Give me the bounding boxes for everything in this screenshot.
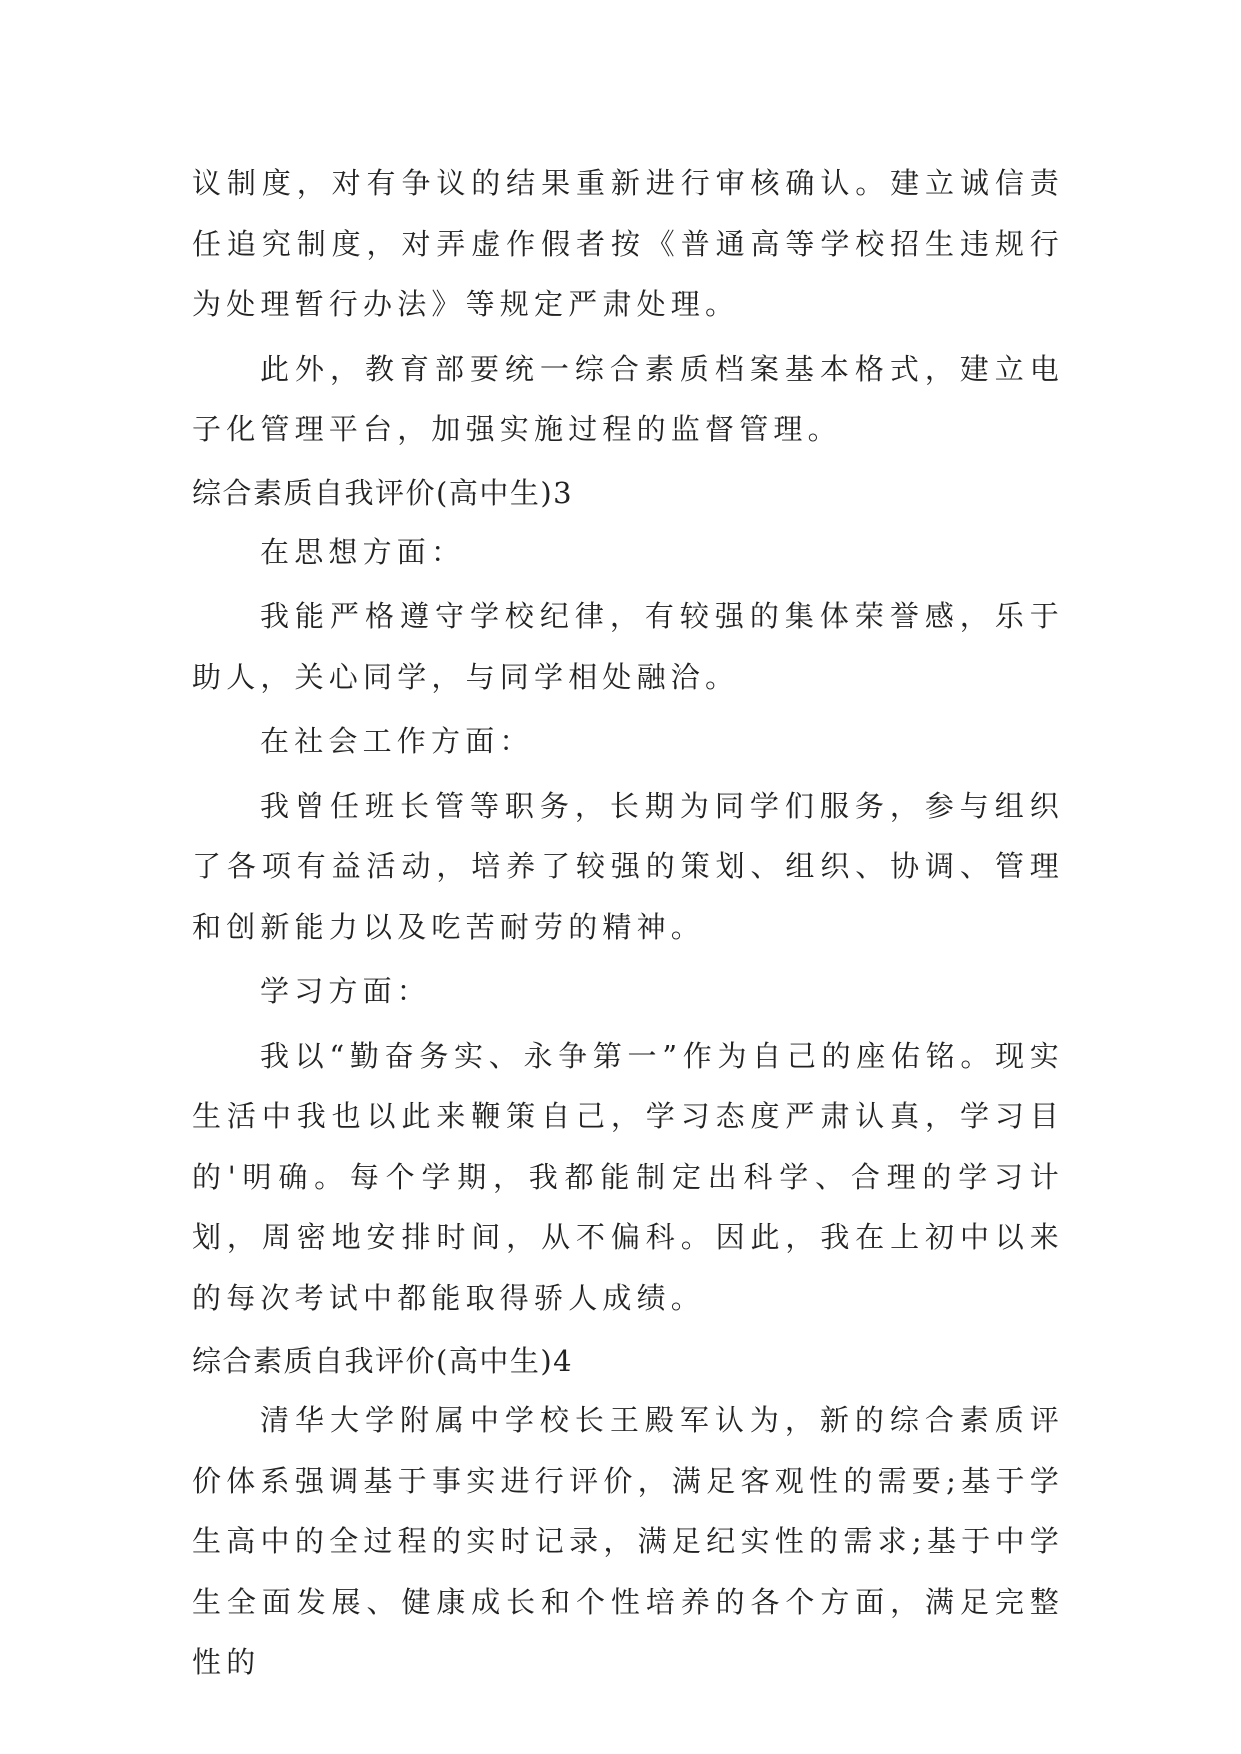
subheading-thought: 在思想方面： bbox=[260, 534, 466, 569]
paragraph-electronic-platform: 此外，教育部要统一综合素质档案基本格式，建立电子化管理平台，加强实施过程的监督管理。 bbox=[192, 351, 1064, 446]
section-heading-4: 综合素质自我评价(高中生)4 bbox=[192, 1344, 574, 1378]
paragraph-social-work: 我曾任班长管等职务，长期为同学们服务，参与组织了各项有益活动，培养了较强的策划、组织、协调、管理和创新能力以及吃苦耐劳的精神。 bbox=[192, 788, 1064, 944]
subheading-social-work: 在社会工作方面： bbox=[260, 724, 534, 758]
paragraph-thought: 我能严格遵守学校纪律，有较强的集体荣誉感，乐于助人，关心同学，与同学相处融洽。 bbox=[192, 599, 1064, 694]
subheading-study: 学习方面： bbox=[260, 974, 432, 1008]
paragraph-study: 我以“勤奋务实、永争第一”作为自己的座佑铭。现实生活中我也以此来鞭策自己，学习态度严肃认真，学习目的'明确。每个学期，我都能制定出科学、合理的学习计划，周密地安排时间，从不偏科。因此，我在上初中以来的每次考试中都能取得骄人成绩。 bbox=[192, 1038, 1064, 1315]
paragraph-tsinghua-principal: 清华大学附属中学校长王殿军认为，新的综合素质评价体系强调基于事实进行评价，满足客观性的需要;基于学生高中的全过程的实时记录，满足纪实性的需求;基于中学生全面发展、健康成长和个性培养的各个方面，满足完整性的 bbox=[192, 1403, 1064, 1679]
paragraph-continuation: 议制度，对有争议的结果重新进行审核确认。建立诚信责任追究制度，对弄虚作假者按《普通高等学校招生违规行为处理暂行办法》等规定严肃处理。 bbox=[192, 166, 1064, 321]
section-heading-3: 综合素质自我评价(高中生)3 bbox=[192, 475, 574, 510]
document-page bbox=[192, 153, 1064, 1697]
